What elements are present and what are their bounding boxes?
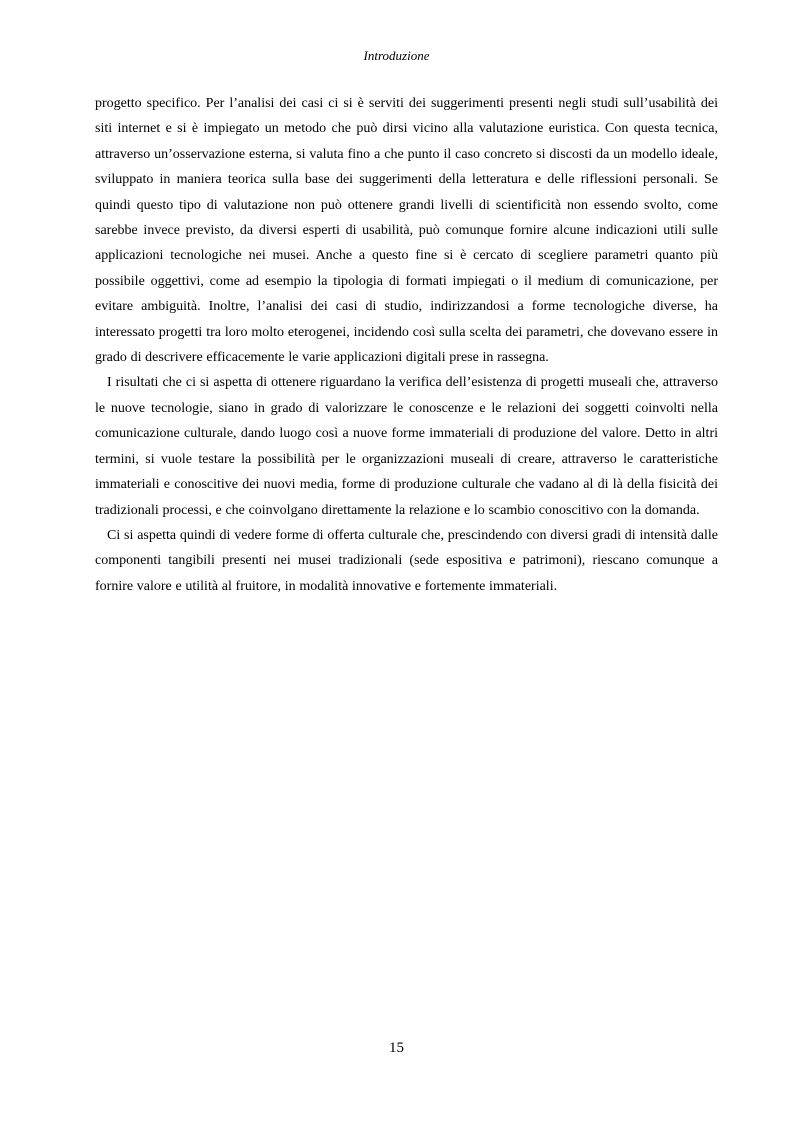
paragraph-expected-offer: Ci si aspetta quindi di vedere forme di offerta culturale che, prescindendo con diversi gradi di intensità dalle componenti tangibili presenti nei musei tradizionali (sede espositiva e patrimoni), riescano comunque a fornire valore e utilità al fruitore, in modalità innovative e fortemente immateriali. bbox=[95, 527, 718, 594]
body-text bbox=[95, 91, 718, 599]
paragraph-continuation: progetto specifico. Per l’analisi dei casi ci si è serviti dei suggerimenti presenti negli studi sull’usabilità dei siti internet e si è impiegato un metodo che può dirsi vicino alla valutazione euristica. Con questa tecnica, attraverso un’osservazione esterna, si valuta fino a che punto il caso concreto si discosti da un modello ideale, sviluppato in maniera teorica sulla base dei suggerimenti della letteratura e delle riflessioni personali. Se quindi questo tipo di valutazione non può ottenere grandi livelli di scientificità non essendo svolto, come sarebbe invece previsto, da diversi esperti di usabilità, può comunque fornire alcune indicazioni utili sulle applicazioni tecnologiche nei musei. Anche a questo fine si è cercato di scegliere parametri quanto più possibile oggettivi, come ad esempio la tipologia di formati impiegati o il medium di comunicazione, per evitare ambiguità. Inoltre, l’analisi dei casi di studio, indirizzandosi a forme tecnologiche diverse, ha interessato progetti tra loro molto eterogenei, incidendo così sulla scelta dei parametri, che dovevano essere in grado di descrivere efficacemente le varie applicazioni digitali prese in rassegna. bbox=[95, 96, 718, 366]
paragraph-expected-results: I risultati che ci si aspetta di ottenere riguardano la verifica dell’esistenza di progetti museali che, attraverso le nuove tecnologie, siano in grado di valorizzare le conoscenze e le relazioni dei soggetti coinvolti nella comunicazione culturale, dando luogo così a nuove forme immateriali di produzione del valore. Detto in altri termini, si vuole testare la possibilità per le organizzazioni museali di creare, attraverso le caratteristiche immateriali e conoscitive dei nuovi media, forme di produzione culturale che vadano al di là della fisicità dei tradizionali processi, e che coinvolgano direttamente la relazione e lo scambio conoscitivo con la domanda. bbox=[95, 375, 718, 518]
running-header: Introduzione bbox=[363, 48, 430, 63]
page-number: 15 bbox=[389, 1040, 404, 1056]
